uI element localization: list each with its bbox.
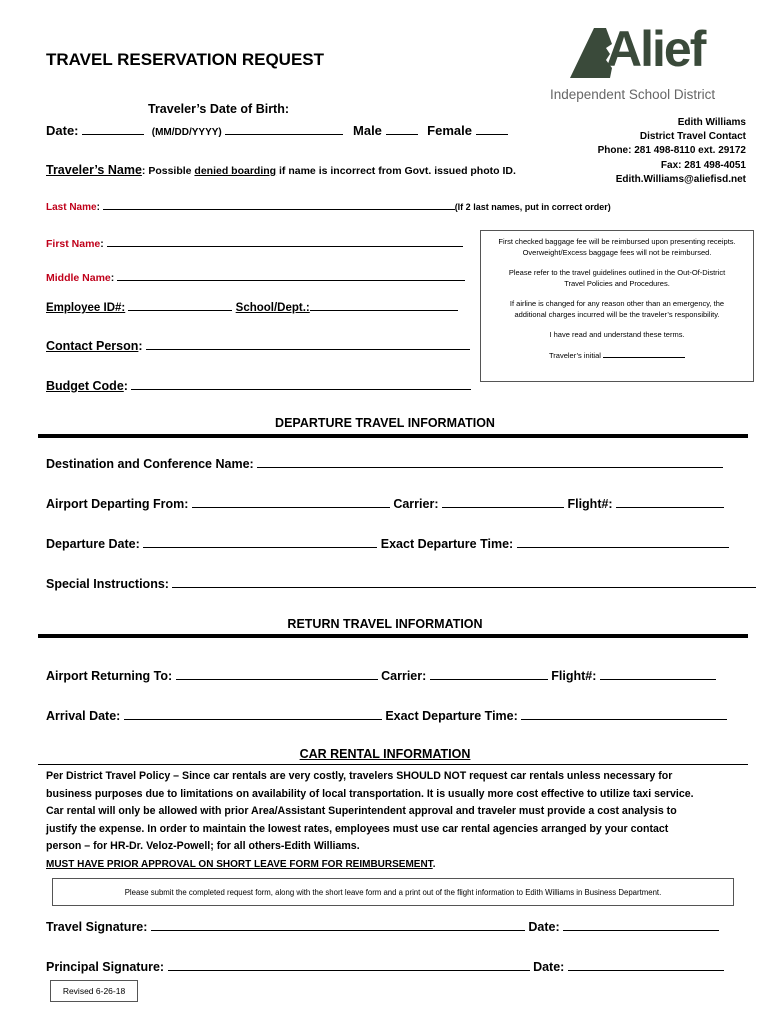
principal-date-field[interactable] bbox=[568, 958, 724, 971]
logo-name: Alief bbox=[606, 21, 705, 77]
terms-guidelines-2: Travel Policies and Procedures. bbox=[564, 278, 670, 288]
car-rental-line-5: person – for HR-Dr. Veloz-Powell; for all others-Edith Williams. bbox=[46, 840, 360, 853]
terms-airline-change-2: additional charges incurred will be the traveler’s responsibility. bbox=[514, 309, 720, 319]
employee-id-field[interactable] bbox=[128, 298, 232, 311]
budget-code-label: Budget Code bbox=[46, 379, 124, 393]
car-rental-line-1: Per District Travel Policy – Since car rentals are very costly, travelers SHOULD NOT request car rentals unless necessary for bbox=[46, 770, 673, 782]
car-rental-line-6: MUST HAVE PRIOR APPROVAL ON SHORT LEAVE FORM FOR REIMBURSEMENT bbox=[46, 858, 433, 870]
last-name-note: (If 2 last names, put in correct order) bbox=[454, 202, 611, 212]
terms-baggage: First checked baggage fee will be reimbursed upon presenting receipts. bbox=[498, 237, 736, 246]
travel-date-field[interactable] bbox=[563, 918, 719, 931]
contact-name: Edith Williams bbox=[677, 117, 746, 128]
departure-carrier-field[interactable] bbox=[442, 495, 564, 508]
logo-subtitle: Independent School District bbox=[550, 87, 716, 102]
departure-date-field[interactable] bbox=[143, 535, 377, 548]
alief-logo bbox=[550, 21, 746, 104]
return-flight-field[interactable] bbox=[600, 667, 716, 680]
first-name-label: First Name bbox=[46, 238, 101, 250]
travel-signature-label: Travel Signature: bbox=[46, 920, 148, 934]
dob-format: (MM/DD/YYYY) bbox=[151, 127, 222, 138]
arrival-date-label: Arrival Date: bbox=[46, 709, 121, 723]
airport-departing-field[interactable] bbox=[192, 495, 390, 508]
airport-departing-label: Airport Departing From: bbox=[46, 497, 189, 511]
traveler-name-label: Traveler’s Name bbox=[46, 163, 142, 177]
special-instructions-label: Special Instructions: bbox=[46, 577, 169, 591]
terms-baggage-2: Overweight/Excess baggage fees will not be reimbursed. bbox=[522, 247, 712, 257]
return-title: RETURN TRAVEL INFORMATION bbox=[287, 617, 483, 631]
dob-field[interactable] bbox=[225, 122, 343, 135]
return-rule bbox=[38, 634, 748, 638]
departure-time-label: Exact Departure Time: bbox=[380, 537, 514, 551]
middle-name-field[interactable] bbox=[117, 268, 465, 281]
contact-block bbox=[598, 116, 746, 187]
car-rental-line-2: business purposes due to limitations on availability of local transportation. It is usually more cost effective to utilize taxi service. bbox=[46, 787, 694, 800]
contact-person-field[interactable] bbox=[146, 337, 470, 350]
name-note-pre: : Possible bbox=[141, 165, 195, 177]
first-name-field[interactable] bbox=[107, 234, 463, 247]
destination-field[interactable] bbox=[257, 455, 723, 468]
destination-label: Destination and Conference Name: bbox=[46, 457, 254, 471]
school-dept-label: School/Dept.: bbox=[235, 302, 310, 314]
terms-acknowledge: I have read and understand these terms. bbox=[549, 330, 685, 339]
return-time-field[interactable] bbox=[521, 707, 727, 720]
revised-box bbox=[50, 980, 138, 1002]
traveler-initial-label: Traveler’s initial bbox=[548, 350, 601, 360]
return-carrier-label: Carrier: bbox=[381, 669, 427, 683]
departure-rule bbox=[38, 434, 748, 438]
terms-airline-change: If airline is changed for any reason other than an emergency, the bbox=[509, 299, 725, 308]
date-field[interactable] bbox=[82, 122, 144, 135]
airport-returning-field[interactable] bbox=[176, 667, 378, 680]
date-label: Date: bbox=[46, 123, 79, 138]
principal-signature-label: Principal Signature: bbox=[46, 960, 165, 974]
travel-date-label: Date: bbox=[528, 920, 560, 934]
contact-role: District Travel Contact bbox=[639, 131, 746, 143]
last-name-field[interactable] bbox=[103, 200, 455, 210]
contact-email: Edith.Williams@aliefisd.net bbox=[615, 173, 746, 185]
car-rental-line-3: Car rental will only be allowed with prior Area/Assistant Superintendent approval and traveler must provide a cost analysis to bbox=[46, 805, 677, 818]
departure-title: DEPARTURE TRAVEL INFORMATION bbox=[275, 416, 495, 430]
departure-carrier-label: Carrier: bbox=[393, 497, 439, 511]
middle-name-label: Middle Name bbox=[46, 272, 111, 284]
submit-note-box bbox=[52, 878, 734, 906]
male-label: Male bbox=[353, 123, 382, 138]
car-rental-title: CAR RENTAL INFORMATION bbox=[299, 747, 471, 761]
principal-date-label: Date: bbox=[533, 960, 565, 974]
name-note-underlined: denied boarding bbox=[194, 165, 277, 177]
return-flight-label: Flight#: bbox=[551, 669, 597, 683]
car-rental-policy bbox=[46, 768, 694, 874]
return-carrier-field[interactable] bbox=[430, 667, 548, 680]
female-label: Female bbox=[427, 123, 472, 138]
contact-fax: Fax: 281 498-4051 bbox=[660, 159, 746, 171]
departure-flight-field[interactable] bbox=[616, 495, 724, 508]
departure-time-field[interactable] bbox=[517, 535, 729, 548]
budget-code-field[interactable] bbox=[131, 377, 471, 390]
arrival-date-field[interactable] bbox=[124, 707, 382, 720]
dob-label: Traveler’s Date of Birth: bbox=[148, 102, 290, 116]
school-dept-field[interactable] bbox=[310, 298, 458, 311]
female-field[interactable] bbox=[476, 122, 508, 135]
principal-signature-field[interactable] bbox=[168, 958, 530, 971]
revised-date: Revised 6-26-18 bbox=[62, 986, 126, 996]
last-name-label: Last Name bbox=[46, 202, 97, 213]
travel-signature-field[interactable] bbox=[151, 918, 525, 931]
return-time-label: Exact Departure Time: bbox=[385, 709, 518, 723]
contact-person-label: Contact Person bbox=[46, 339, 139, 353]
traveler-initial-field[interactable] bbox=[603, 349, 685, 358]
special-instructions-field[interactable] bbox=[172, 575, 756, 588]
page-title: TRAVEL RESERVATION REQUEST bbox=[46, 50, 325, 69]
male-field[interactable] bbox=[386, 122, 418, 135]
employee-id-label: Employee ID#: bbox=[46, 302, 126, 314]
contact-phone: Phone: 281 498-8110 ext. 29172 bbox=[597, 145, 746, 157]
car-rental-line-4: justify the expense. In order to maintain the lowest rates, employees must use car rental agencies arranged by your contact bbox=[46, 822, 669, 835]
car-rental-rule bbox=[38, 764, 748, 765]
airport-returning-label: Airport Returning To: bbox=[46, 669, 173, 683]
departure-flight-label: Flight#: bbox=[567, 497, 613, 511]
terms-guidelines: Please refer to the travel guidelines outlined in the Out-Of-District bbox=[508, 268, 726, 277]
name-note-post: if name is incorrect from Govt. issued photo ID. bbox=[276, 165, 516, 177]
car-rental-line-6-end: . bbox=[432, 858, 436, 870]
submit-note: Please submit the completed request form, along with the short leave form and a print out of the flight information to Edith Williams in Business Department. bbox=[124, 887, 662, 897]
terms-box bbox=[480, 230, 754, 382]
departure-date-label: Departure Date: bbox=[46, 537, 140, 551]
